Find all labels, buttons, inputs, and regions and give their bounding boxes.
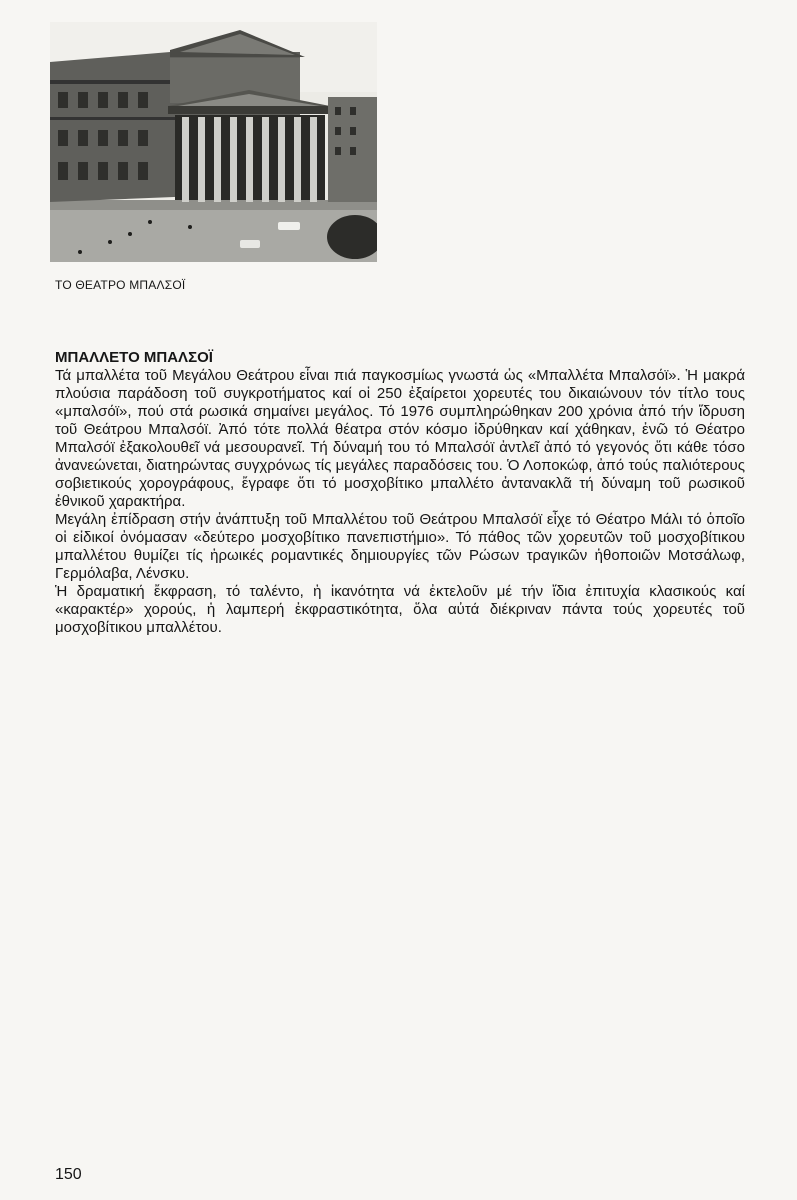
photo-caption: ΤΟ ΘΕΑΤΡΟ ΜΠΑΛΣΟΪ [55, 278, 186, 292]
article-paragraph: Ἡ δραματική ἔκφραση, τό ταλέντο, ἡ ἱκανότητα νά ἐκτελοῦν μέ τήν ἴδια ἐπιτυχία κλασικούς καί «καρακτέρ» χορούς, ἡ λαμπερή ἐκφραστικότητα, ὅλα αὐτά διέκριναν πάντα τούς χορευτές τοῦ μοσχοβίτικου μπαλλέτου. [55, 583, 745, 636]
article-heading: ΜΠΑΛΛΕΤΟ ΜΠΑΛΣΟΪ [55, 349, 213, 366]
article-paragraph: Μεγάλη ἐπίδραση στήν ἀνάπτυξη τοῦ Μπαλλέτου τοῦ Θεάτρου Μπαλσόϊ εἶχε τό Θέατρο Μάλι τό ὁποῖο οἱ εἰδικοί ὀνόμασαν «δεύτερο μοσχοβίτικο πανεπιστήμιο». Τό πάθος τῶν χορευτῶν τοῦ μοσχοβίτικου μπαλλέτου θυμίζει τίς ἡρωικές ρομαντικές δημιουργίες τῶν Ρώσων τραγικῶν ἡθοποιῶν Μοτσάλωφ, Γερμόλαβα, Λένσκυ. [55, 511, 745, 582]
theatre-photo [50, 22, 377, 262]
article [55, 348, 745, 637]
theatre-building-photo-icon [50, 22, 377, 262]
page-number: 150 [55, 1166, 82, 1183]
article-paragraph: Τά μπαλλέτα τοῦ Μεγάλου Θεάτρου εἶναι πιά παγκοσμίως γνωστά ὡς «Μπαλλέτα Μπαλσόϊ». Ἡ μακρά πλούσια παράδοση τοῦ συγκροτήματος καί οἱ 250 ἐξαίρετοι χορευτές του δικαιώνουν τόν τίτλο τους «μπαλσόϊ», πού στά ρωσικά σημαίνει μεγάλος. Τό 1976 συμπληρώθηκαν 200 χρόνια ἀπό τήν ἵδρυση τοῦ Θεάτρου Μπαλσόϊ. Ἀπό τότε πολλά θέατρα στόν κόσμο ἱδρύθηκαν καί χάθηκαν, ἐνῶ τό Θέατρο Μπαλσόϊ ἐξακολουθεῖ νά μεσουρανεῖ. Τή δύναμή του τό Μπαλσόϊ ἀντλεῖ ἀπό τό γεγονός ὅτι κάθε τόσο ἀνανεώνεται, διατηρώντας συγχρόνως τίς μεγάλες παραδόσεις του. Ὁ Λοποκώφ, ἀπό τούς παλιότερους σοβιετικούς χορογράφους, ἔγραφε ὅτι τό μοσχοβίτικο μπαλλέτο ἀντανακλᾶ τή δύναμη τοῦ ρωσικοῦ ἐθνικοῦ χαρακτήρα. [55, 367, 745, 510]
